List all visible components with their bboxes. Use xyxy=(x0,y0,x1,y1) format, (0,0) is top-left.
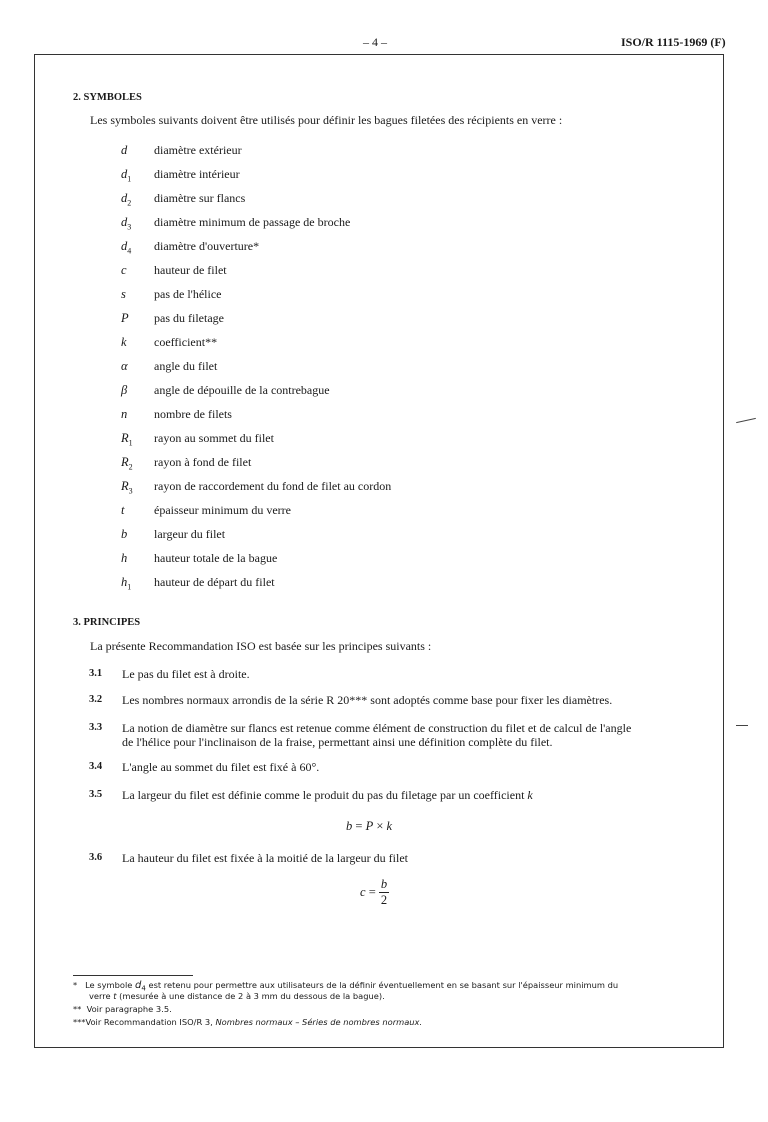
symbol xyxy=(121,455,133,472)
symbol xyxy=(121,287,126,302)
symbol-letter: d xyxy=(121,143,128,157)
symbol-letter: t xyxy=(121,503,125,517)
section-2-intro: Les symboles suivants doivent être utilisés pour définir les bagues filetées des récipients en verre : xyxy=(90,113,563,127)
symbol-letter: R xyxy=(121,431,129,445)
principle-number: 3.1 xyxy=(89,668,103,679)
principle-number: 3.5 xyxy=(89,789,103,800)
principle-number: 3.3 xyxy=(89,722,103,733)
symbol-letter: c xyxy=(121,263,127,277)
symbol-description: rayon à fond de filet xyxy=(154,455,252,469)
symbol-description: angle du filet xyxy=(154,359,218,373)
symbol-letter: h xyxy=(121,551,128,565)
principle-line: La notion de diamètre sur flancs est retenue comme élément de construction du filet et de calcul de l'angle xyxy=(122,721,632,735)
symbol xyxy=(121,359,128,374)
symbol-subscript: 4 xyxy=(127,246,132,256)
symbol xyxy=(121,503,124,518)
symbol-description: pas de l'hélice xyxy=(154,287,222,301)
symbol-description: nombre de filets xyxy=(154,407,232,421)
symbol-letter: n xyxy=(121,407,128,421)
principle-line: L'angle au sommet du filet est fixé à 60°. xyxy=(122,760,320,774)
footnote-3: ***Voir Recommandation ISO/R 3, Nombres normaux – Séries de nombres normaux. xyxy=(73,1017,423,1027)
symbol-description: hauteur de départ du filet xyxy=(154,575,275,589)
principle-line: de l'hélice pour l'inclinaison de la fraise, permettant ainsi une définition complète du filet. xyxy=(122,735,553,749)
symbol-description: rayon au sommet du filet xyxy=(154,431,274,445)
symbol xyxy=(121,191,131,208)
symbol-description: diamètre sur flancs xyxy=(154,191,246,205)
symbol-letter: R xyxy=(121,479,129,493)
symbol-description: rayon de raccordement du fond de filet au cordon xyxy=(154,479,392,493)
symbol xyxy=(121,431,133,448)
symbol-description: pas du filetage xyxy=(154,311,224,325)
symbol xyxy=(121,239,131,256)
fraction: $\frac{b}{2}$ xyxy=(380,877,388,907)
symbol-letter: d xyxy=(121,191,128,205)
symbol xyxy=(121,167,131,184)
principle-text xyxy=(122,788,533,803)
principle-text xyxy=(122,735,553,750)
symbol-description: hauteur totale de la bague xyxy=(154,551,278,565)
principle-text xyxy=(122,667,250,682)
symbol-subscript: 1 xyxy=(127,582,132,592)
symbol-letter: P xyxy=(121,311,129,325)
variable: k xyxy=(527,788,533,802)
symbol-subscript: 3 xyxy=(127,222,132,232)
page-frame xyxy=(34,54,724,1048)
symbol-letter: d xyxy=(121,215,128,229)
principle-text xyxy=(122,721,631,736)
symbol-letter: k xyxy=(121,335,127,349)
symbol-subscript: 2 xyxy=(128,462,133,472)
symbol xyxy=(121,575,131,592)
symbol-description: épaisseur minimum du verre xyxy=(154,503,291,517)
principle-text xyxy=(122,760,319,775)
footnote-rule xyxy=(73,975,193,976)
footnote-1-continued: verre t (mesurée à une distance de 2 à 3 mm du dessous de la bague). xyxy=(89,991,385,1001)
symbol-description: hauteur de filet xyxy=(154,263,227,277)
section-2-title: 2. SYMBOLES xyxy=(73,92,142,103)
symbol-subscript: 2 xyxy=(127,198,132,208)
principle-number: 3.4 xyxy=(89,761,103,772)
page-number: – 4 – xyxy=(363,35,387,49)
symbol-description: angle de dépouille de la contrebague xyxy=(154,383,330,397)
symbol xyxy=(121,263,127,278)
symbol xyxy=(121,311,129,326)
principle-number: 3.6 xyxy=(89,852,103,863)
symbol-description: diamètre intérieur xyxy=(154,167,240,181)
symbol-description: coefficient** xyxy=(154,335,218,349)
section-3-intro: La présente Recommandation ISO est basée sur les principes suivants : xyxy=(90,639,432,653)
symbol-letter: b xyxy=(121,527,128,541)
symbol-subscript: 3 xyxy=(128,486,133,496)
principle-line: Le pas du filet est à droite. xyxy=(122,667,250,681)
symbol-subscript: 1 xyxy=(127,174,132,184)
symbol-description: diamètre d'ouverture* xyxy=(154,239,260,253)
symbol-letter: α xyxy=(121,359,128,373)
principle-text xyxy=(122,693,612,708)
principle-line: La hauteur du filet est fixée à la moitié de la largeur du filet xyxy=(122,851,408,865)
symbol xyxy=(121,143,127,158)
footnote-1: * Le symbole $d_4$ est retenu pour permettre aux utilisateurs de la définir éventuellement en se basant sur l'épaisseur minimum du xyxy=(73,980,619,993)
formula-c: c = $\frac{b}{2}$ xyxy=(360,877,388,907)
symbol xyxy=(121,479,133,496)
symbol-letter: β xyxy=(121,383,128,397)
margin-mark xyxy=(736,418,756,423)
symbol xyxy=(121,407,127,422)
symbol xyxy=(121,551,127,566)
symbol xyxy=(121,383,127,398)
document-reference: ISO/R 1115-1969 (F) xyxy=(621,35,726,49)
symbol xyxy=(121,215,131,232)
section-3-title: 3. PRINCIPES xyxy=(73,617,141,628)
symbol xyxy=(121,335,127,350)
symbol-letter: R xyxy=(121,455,129,469)
principle-line: La largeur du filet est définie comme le produit du pas du filetage par un coefficient xyxy=(122,788,525,802)
symbol-letter: d xyxy=(121,239,128,253)
margin-mark xyxy=(736,725,748,726)
symbol-description: diamètre extérieur xyxy=(154,143,242,157)
symbol-letter: s xyxy=(121,287,126,301)
principle-line: Les nombres normaux arrondis de la série R 20*** sont adoptés comme base pour fixer les diamètres. xyxy=(122,693,613,707)
symbol-subscript: 1 xyxy=(128,438,133,448)
symbol-letter: d xyxy=(121,167,128,181)
symbol-letter: h xyxy=(121,575,128,589)
formula-b: b = P × k xyxy=(346,819,393,833)
symbol-description: diamètre minimum de passage de broche xyxy=(154,215,351,229)
principle-number: 3.2 xyxy=(89,694,103,705)
symbol xyxy=(121,527,127,542)
symbol-description: largeur du filet xyxy=(154,527,226,541)
principle-text xyxy=(122,851,408,866)
footnote-2: ** Voir paragraphe 3.5. xyxy=(73,1004,172,1014)
